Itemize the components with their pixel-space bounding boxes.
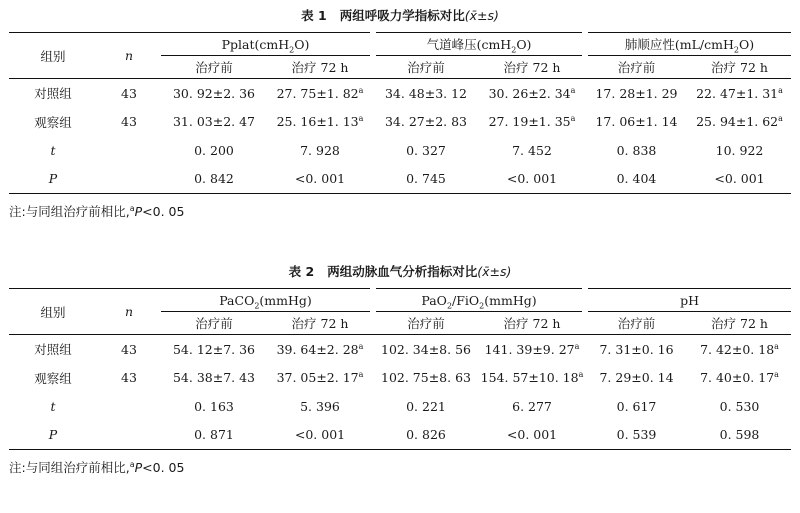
row-label: 对照组 [34, 342, 72, 358]
group-header-pao2-fio2: PaO$_2$/FiO$_2$(mmHg) [373, 289, 585, 312]
cell: 34. 48±3. 12 [384, 85, 468, 101]
cell: 0. 163 [194, 398, 234, 414]
group-header-peak-pressure: 气道峰压(cmH$_2$O) [373, 33, 585, 56]
sub-header-before: 治疗前 [585, 312, 688, 335]
cell: 0. 327 [406, 142, 446, 158]
caption-label: 表 1 [301, 8, 327, 23]
cell: 0. 598 [688, 421, 791, 450]
row-label: 对照组 [34, 86, 72, 102]
cell: 0. 826 [373, 421, 479, 450]
cell: 5. 396 [300, 398, 340, 414]
table-row [9, 79, 791, 108]
col-group-header: 组别 [9, 289, 97, 335]
cell: 31. 03±2. 47 [172, 114, 256, 130]
cell: 27. 75±1. 82$^a$ [276, 85, 364, 101]
table-2-caption [9, 262, 791, 282]
cell: 7. 452 [512, 142, 552, 158]
col-n-header: n [97, 289, 161, 335]
sub-header-after: 治疗 72 h [688, 56, 791, 79]
cell: 25. 94±1. 62$^a$ [696, 114, 783, 130]
cell: <0. 001 [267, 165, 373, 194]
cell: 7. 31±0. 16 [599, 341, 674, 357]
cell: 102. 75±8. 63 [381, 370, 471, 386]
table-2-block [9, 262, 791, 476]
col-n-header: n [97, 33, 161, 79]
cell: 7. 29±0. 14 [599, 370, 674, 386]
row-label: P [9, 421, 97, 450]
sub-header-after: 治疗 72 h [479, 312, 585, 335]
cell: 7. 40±0. 17$^a$ [700, 370, 779, 386]
cell: 154. 57±10. 18$^a$ [480, 370, 584, 386]
cell: <0. 001 [688, 165, 791, 194]
group-header-pplat: Pplat(cmH$_2$O) [161, 33, 373, 56]
cell: 30. 92±2. 36 [172, 85, 256, 101]
cell: 54. 12±7. 36 [172, 341, 256, 357]
row-n: 43 [121, 370, 137, 386]
sub-header-before: 治疗前 [161, 56, 267, 79]
row-n [97, 136, 161, 165]
row-label: 观察组 [34, 114, 72, 130]
cell: 34. 27±2. 83 [384, 114, 468, 130]
row-label: 观察组 [34, 370, 72, 386]
row-n [97, 392, 161, 421]
table-row [9, 165, 791, 194]
row-n: 43 [121, 114, 137, 130]
cell: 10. 922 [715, 142, 764, 158]
row-label: t [50, 398, 56, 414]
cell: 22. 47±1. 31$^a$ [696, 85, 783, 101]
cell: <0. 001 [479, 165, 585, 194]
cell: 0. 221 [406, 398, 446, 414]
table-row [9, 335, 791, 364]
table-row [9, 364, 791, 393]
sub-header-after: 治疗 72 h [479, 56, 585, 79]
table-2 [9, 288, 791, 450]
cell: 17. 06±1. 14 [595, 114, 678, 130]
cell: 141. 39±9. 27$^a$ [484, 341, 580, 357]
cell: 39. 64±2. 28$^a$ [276, 341, 364, 357]
cell: 0. 842 [161, 165, 267, 194]
row-label: t [50, 142, 56, 158]
sub-header-after: 治疗 72 h [267, 56, 373, 79]
table-1-note: 注:与同组治疗前相比,$^a$P<0. 05 [9, 203, 185, 219]
cell: 7. 928 [300, 142, 340, 158]
row-n [97, 165, 161, 194]
row-n: 43 [121, 85, 137, 101]
group-header-compliance: 肺顺应性(mL/cmH$_2$O) [585, 33, 791, 56]
table-row [9, 392, 791, 421]
group-header-paco2: PaCO$_2$(mmHg) [161, 289, 373, 312]
caption-label: 表 2 [288, 264, 315, 279]
sub-header-before: 治疗前 [373, 312, 479, 335]
table-2-note: 注:与同组治疗前相比,$^a$P<0. 05 [9, 459, 185, 475]
sub-header-after: 治疗 72 h [267, 312, 373, 335]
cell: 25. 16±1. 13$^a$ [276, 114, 364, 130]
cell: 17. 28±1. 29 [595, 85, 678, 101]
sub-header-before: 治疗前 [585, 56, 688, 79]
cell: 0. 404 [585, 165, 688, 194]
group-header-ph: pH [585, 289, 791, 312]
cell: <0. 001 [479, 421, 585, 450]
cell: 7. 42±0. 18$^a$ [700, 341, 779, 357]
table-row [9, 136, 791, 165]
row-n [97, 421, 161, 450]
cell: 0. 530 [719, 398, 760, 414]
caption-title: 两组呼吸力学指标对比 [339, 8, 465, 23]
cell: 0. 838 [616, 142, 657, 158]
cell: 0. 617 [616, 398, 657, 414]
cell: 27. 19±1. 35$^a$ [488, 114, 576, 130]
caption-title: 两组动脉血气分析指标对比 [327, 264, 478, 279]
row-n: 43 [121, 341, 137, 357]
caption-stat: (x̄±s) [477, 264, 512, 279]
table-1 [9, 32, 791, 194]
table-1-block [9, 6, 791, 220]
cell: 0. 871 [161, 421, 267, 450]
cell: 0. 539 [585, 421, 688, 450]
col-group-header: 组别 [9, 33, 97, 79]
cell: 0. 200 [194, 142, 234, 158]
table-row [9, 108, 791, 137]
sub-header-after: 治疗 72 h [688, 312, 791, 335]
row-label: P [9, 165, 97, 194]
cell: <0. 001 [267, 421, 373, 450]
caption-stat: (x̄±s) [464, 8, 499, 23]
cell: 6. 277 [512, 398, 552, 414]
sub-header-before: 治疗前 [373, 56, 479, 79]
cell: 102. 34±8. 56 [381, 341, 471, 357]
table-1-caption [9, 6, 791, 26]
sub-header-before: 治疗前 [161, 312, 267, 335]
cell: 37. 05±2. 17$^a$ [276, 370, 364, 386]
cell: 30. 26±2. 34$^a$ [488, 85, 576, 101]
table-row [9, 421, 791, 450]
cell: 0. 745 [373, 165, 479, 194]
cell: 54. 38±7. 43 [172, 370, 256, 386]
